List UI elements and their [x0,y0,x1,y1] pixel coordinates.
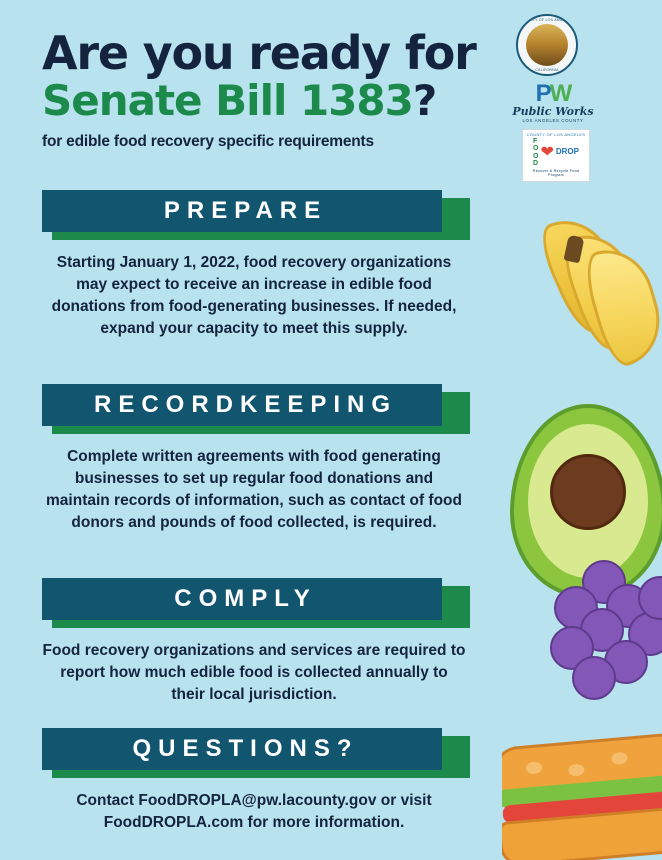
food-drop-top-text: COUNTY OF LOS ANGELES [526,132,586,138]
public-works-name: Public Works [512,105,594,118]
section-heading: COMPLY [174,585,317,612]
bread-hole [611,752,628,765]
band-front [42,384,442,426]
section-recordkeeping [42,384,466,534]
food-drop-bottom-text: Recover & Recycle Food Program [532,169,580,178]
bread-hole [525,761,542,774]
headline-line-2 [42,75,512,125]
public-works-logo [510,82,596,123]
section-heading: QUESTIONS? [132,735,359,762]
section-body: Food recovery organizations and services are required to report how much edible food is collected annually to their local jurisdiction. [42,642,466,703]
section-heading: PREPARE [163,197,328,224]
county-seal-top-text: COUNTY OF LOS ANGELES [521,18,573,22]
section-prepare [42,190,466,340]
band-front [42,728,442,770]
headline-line-1: Are you ready for [42,26,476,80]
band-recordkeeping [42,384,466,430]
band-comply [42,578,466,624]
band-prepare [42,190,466,236]
bread-hole [568,763,585,776]
headline-bill-text: Senate Bill 1383 [42,75,413,125]
headline-subtitle: for edible food recovery specific requirements [42,133,374,150]
band-front [42,578,442,620]
logo-stack [508,10,600,182]
section-comply [42,578,466,706]
food-drop-drop-text: DROP [555,147,579,157]
band-front [42,190,442,232]
food-drop-food-text: F O O D [533,137,539,167]
section-questions [42,728,466,834]
section-heading: RECORDKEEPING [93,391,398,418]
county-seal-icon [516,14,578,76]
public-works-mark: PW [535,80,571,107]
headline-question-mark: ? [412,75,437,125]
section-body: Starting January 1, 2022, food recovery organizations may expect to receive an increase in edible food donations from food-generating businesses. If needed, expand your capacity to meet this supply. [51,254,457,337]
food-drop-wordmark [525,138,587,167]
section-body: Contact FoodDROPLA@pw.lacounty.gov or visit FoodDROPLA.com for more information. [76,792,432,831]
public-works-sub: LOS ANGELES COUNTY [522,118,584,124]
county-seal-emblem [526,24,568,66]
band-questions [42,728,466,774]
food-drop-heart: ❤ [540,143,554,161]
grapes-icon [542,560,662,720]
county-seal-bottom-text: CALIFORNIA [535,68,559,72]
avocado-pit [550,454,626,530]
headline-block [42,26,512,151]
food-drop-logo [522,129,590,182]
section-body: Complete written agreements with food generating businesses to set up regular food donations and maintain records of information, such as contact of food donors and pounds of food collected, is required. [46,448,462,531]
grape [572,656,616,700]
sandwich-icon [502,732,662,860]
